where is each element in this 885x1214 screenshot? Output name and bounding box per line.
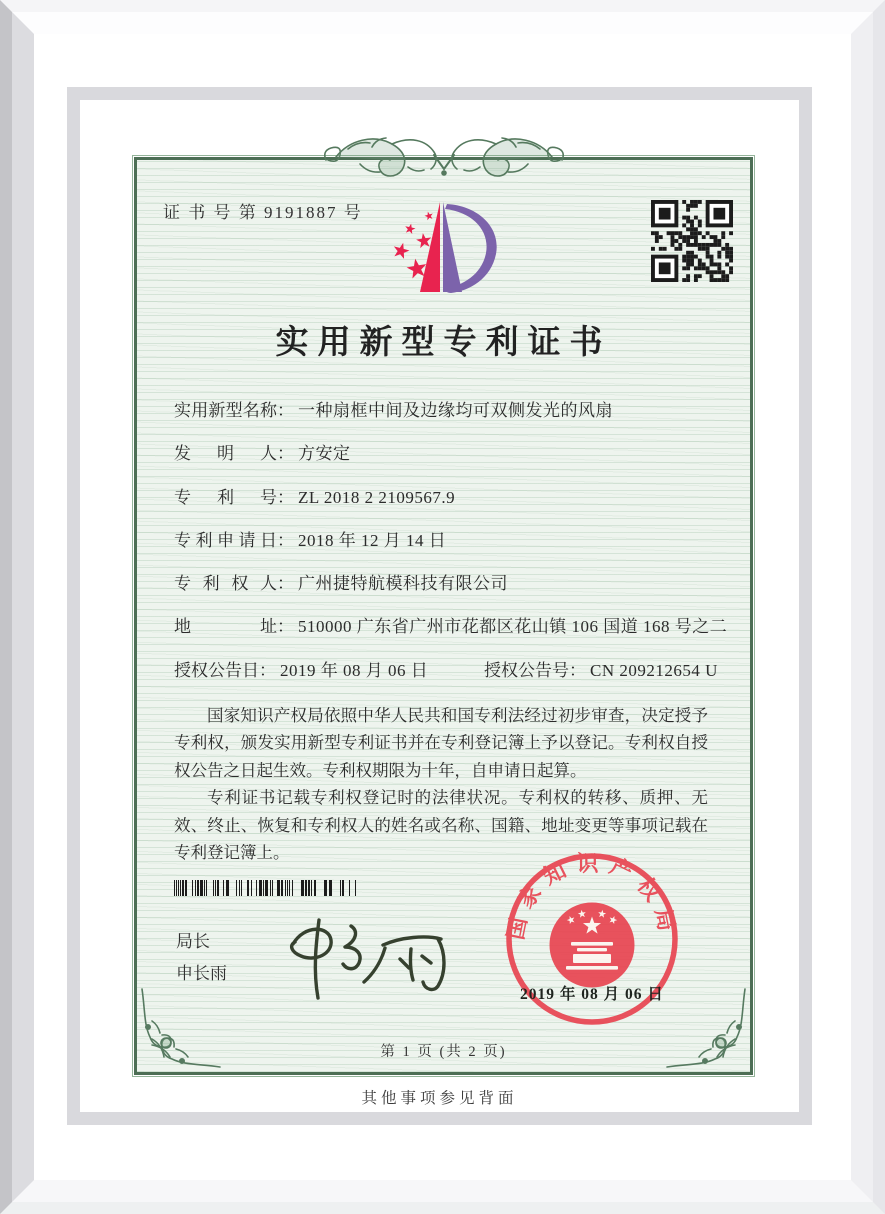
field-inventor: 发明人： 方安定 [174,444,351,464]
legal-text [174,702,708,866]
field-list [174,400,728,703]
field-grant-row: 授权公告日： 2019 年 08 月 06 日 授权公告号： CN 209212654 U [174,660,718,680]
certificate-body [134,157,753,1075]
field-patent-number: 专利号： ZL 2018 2 2109567.9 [174,487,456,507]
picture-frame-bevel [12,12,873,1202]
legal-paragraph-1: 国家知识产权局依照中华人民共和国专利法经过初步审查，决定授予专利权，颁发实用新型专利证书并在专利登记簿上予以登记。专利权自授权公告之日起生效。专利权期限为十年，自申请日起算。 [174,706,708,780]
certificate-number: 证 书 号 第 9191887 号 [163,203,363,222]
grant-date-label: 授权公告日 [174,660,259,680]
field-patentee: 专利权人： 广州捷特航模科技有限公司 [174,574,508,594]
field-address: 地址： 510000 广东省广州市花都区花山镇 106 国道 168 号之二 [174,617,728,637]
grant-number-group: 授权公告号： CN 209212654 U [484,660,718,680]
cnipa-logo-icon [383,194,508,306]
barcode [174,880,360,896]
grant-date-value: 2019 年 08 月 06 日 [280,660,429,680]
handwritten-signature [279,912,469,1012]
certificate-title: 实用新型专利证书 [275,325,612,361]
page-number: 第 1 页 (共 2 页) [380,1044,507,1060]
national-emblem [551,904,633,986]
signer-title: 局长 [176,932,210,951]
grant-number-label: 授权公告号 [484,660,569,680]
top-flourish-ornament [322,127,566,191]
seal-date: 2019 年 08 月 06 日 [520,986,664,1003]
signer-name: 申长雨 [176,964,227,983]
seal-text: 国家知识产权局 [502,851,682,942]
certificate-border [132,155,755,1077]
field-utility-model-name: 实用新型名称： 一种扇框中间及边缘均可双侧发光的风扇 [174,401,613,420]
certificate-paper [80,100,799,1112]
legal-paragraph-2: 专利证书记载专利权登记时的法律状况。专利权的转移、质押、无效、终止、恢复和专利权人的姓名或名称、国籍、地址变更等事项记载在专利登记簿上。 [174,788,708,863]
field-filing-date: 专利申请日： 2018 年 12 月 14 日 [174,530,447,550]
frame-mat-band [67,87,812,1125]
signer-block [176,926,227,990]
qr-code [651,200,733,282]
grant-number-value: CN 209212654 U [590,660,718,680]
back-note: 其他事项参见背面 [361,1090,518,1107]
